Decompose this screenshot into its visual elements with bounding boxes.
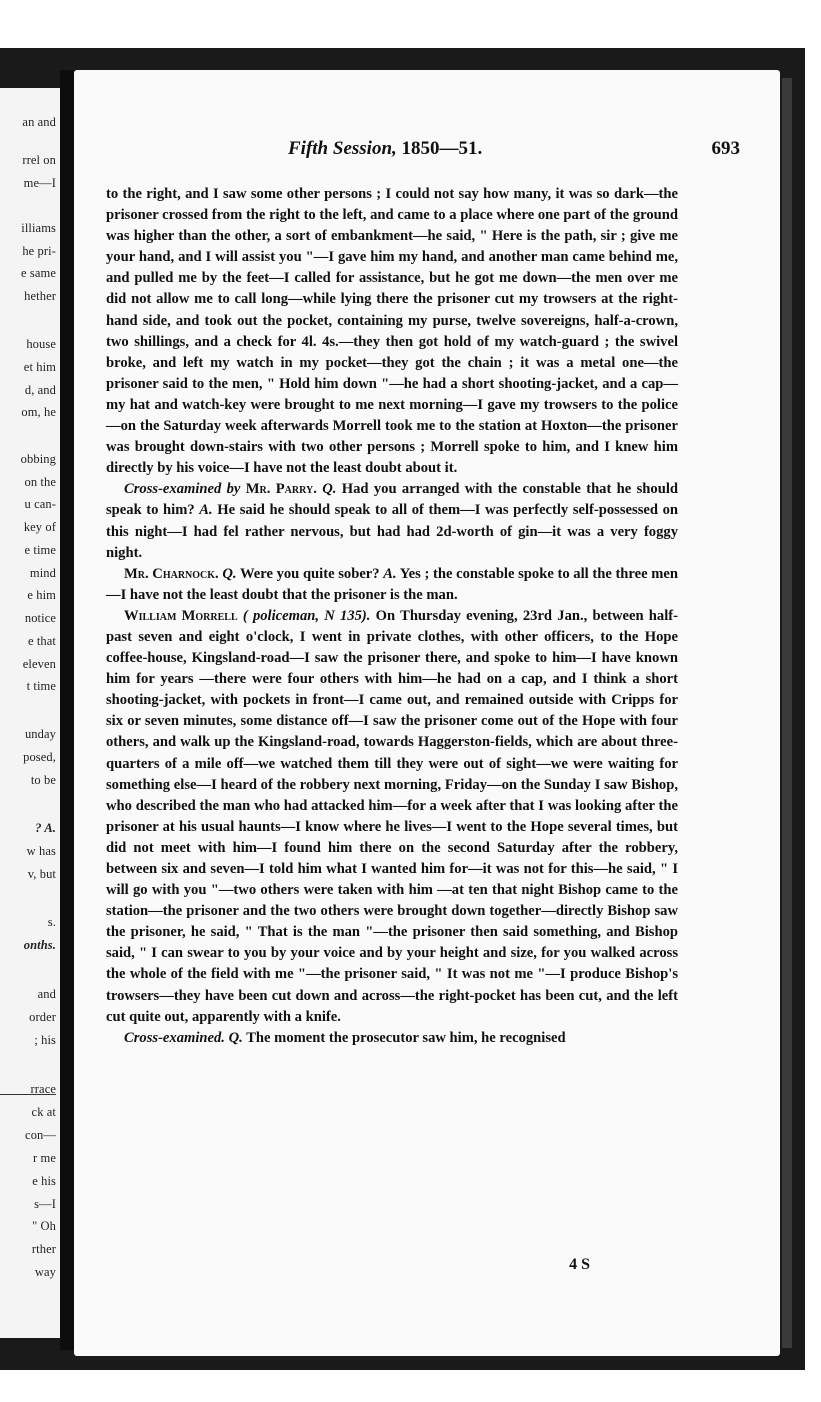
facing-page-text: om, he [21,405,56,419]
facing-page-text: rther [31,1242,56,1256]
page-edge [782,78,792,1348]
document-page [74,70,780,1356]
facing-page-text: e his [32,1174,56,1188]
facing-page-text: notice [24,611,56,625]
facing-page-text: e time [24,543,56,557]
facing-page-text: ck at [31,1105,56,1119]
facing-page-text: hether [24,289,56,303]
answer-text: Yes ; the constable spoke to all the three men—I have not the least doubt that the prisoner is the man. [106,565,678,603]
question-text: Had you arranged with the constable that he should speak to him? [106,481,678,519]
facing-page-text: r me [33,1151,56,1165]
facing-page-text: u can- [24,497,56,511]
facing-page-text: mind [29,566,56,580]
facing-page-text: s. [47,915,56,929]
answer-text: He said he should speak to all of them—I was perfectly self-possessed on this night—I had fel rather nervous, but had had 2d-worth of gin—it was a very foggy night. [106,502,678,561]
witness-role: ( policeman, N 135). [242,607,371,624]
facing-page-text: e him [27,588,56,602]
facing-page-text: on the [24,475,56,489]
question-text: Were you quite sober? [236,565,384,582]
facing-page-text: house [26,337,56,351]
session-title-years: 1850—51. [396,138,483,159]
paragraph-charnock [106,564,678,606]
facing-page-text: et him [23,360,56,374]
answer-marker: A. [383,565,397,582]
counsel-name: Mr. Charnock. [124,565,219,582]
facing-page-text: posed, [23,750,56,764]
page-number: 693 [711,138,740,159]
facing-page-text: con— [25,1128,56,1142]
answer-marker: A. [199,502,213,519]
book-gutter [60,70,74,1350]
witness-name: William Morrell [124,607,238,624]
facing-page-text: ? A. [35,821,56,835]
paragraph-cross-examination-parry [106,479,678,563]
signature-mark: 4 S [569,1256,590,1273]
cross-examined-label: Cross-examined by [124,481,241,498]
session-title [288,138,482,160]
facing-page-text: " Oh [32,1219,56,1233]
question-marker: Q. [322,481,337,498]
facing-page-text: e that [27,634,56,648]
facing-page-text: t time [26,679,56,693]
facing-page-text: e same [21,266,56,280]
counsel-name: Mr. Parry. [245,481,317,498]
facing-page-text: order [29,1010,56,1024]
facing-page-text: v, but [27,867,56,881]
question-text: The moment the prosecutor saw him, he recognised [242,1029,566,1046]
facing-page-text: w has [26,844,56,858]
session-title-italic: Fifth Session, [288,138,397,159]
facing-page-text: eleven [22,657,56,671]
question-marker: Q. [228,1029,243,1046]
cross-examined-label: Cross-examined. [124,1029,225,1046]
facing-page-text: s—I [34,1197,56,1211]
paragraph-morrell-testimony [106,606,678,1028]
facing-page-text: he pri- [22,244,56,258]
facing-page-text: illiams [21,221,56,235]
facing-page-text: rrel on [22,153,56,167]
facing-page-text: way [34,1265,56,1279]
question-marker: Q. [222,565,237,582]
facing-page-text: key of [23,520,56,534]
facing-page-text: unday [24,727,56,741]
facing-page-text: me—I [23,176,56,190]
paragraph-testimony-continued: to the right, and I saw some other persons ; I could not say how many, it was so dark—the prisoner crossed from the right to the left, and came to a place where one part of the ground was higher than the other, a sort of embankment—he said, " Here is the path, sir ; give me your hand, and I will assist you "—I gave him my hand, and another man came behind me, and pulled me by the feet—I called for assistance, but he got me down—the men over me did not allow me to call long—while lying there the prisoner cut my trowsers at the right-hand side, and took out the pocket, containing my purse, twelve sovereigns, half-a-crown, two shillings, and a check for 4l. 4s.—they then got hold of my watch-guard ; the swivel broke, and left my watch in my pocket—they got the chain ; it was a metal one—the prisoner said to the men, " Hold him down "—he had a short shooting-jacket, and a cap—my hat and watch-key were brought to me next morning—I gave my trowsers to the police—on the Saturday week afterwards Morrell took me to the station at Hoxton—the prisoner was brought down-stairs with two other persons ; Morrell spoke to him, and I knew him directly by his voice—I have not the least doubt about it. [106,186,678,477]
page-body [106,184,678,1049]
running-header [74,138,780,168]
facing-page-text: ; his [34,1033,56,1047]
paragraph-cross-examined [106,1028,678,1049]
facing-page-text: onths. [23,938,56,952]
witness-testimony: On Thursday evening, 23rd Jan., between half-past seven and eight o'clock, I went in private clothes, with other officers, to the Hope coffee-house, Kingsland-road—I saw the prisoner there, and spoke to him—I have known him for years —there were four others with him—he had on a cap, and I think a short shooting-jacket, with pockets in front—I came out, and remained outside with Cripps for six or seven minutes, some distance off—I saw the prisoner come out of the Hope with four others, and walk up the Kingsland-road, towards Haggerston-fields, which are about three-quarters of a mile off—we watched them till they were out of sight—we were waiting for something else—I heard of the robbery next morning, Friday—on the Sunday I saw Bishop, who described the man who had attacked him—for a week after that I was looking after the prisoner at his usual haunts—I know where he lives—I went to the Hope several times, but did not meet with him—I found him there on the second Saturday after the robbery, between six and seven—I told him what I wanted him for—it was not for this—he said, " I will go with you "—two others were taken with him —at ten that night Bishop came to the station—the prisoner and the two others were brought down together—directly Bishop saw the prisoner, he said, " That is the man "—the prisoner then said something, and Bishop said, " I can swear to you by your voice and by your height and size, for you walked across the whole of the field with me "—the prisoner said, " It was not me "—I produce Bishop's trowsers—they have been cut down and across—the right-pocket has been cut, and the left cut quite out, apparently with a knife. [106,607,678,1025]
facing-page-text: an and [22,115,56,129]
facing-page-text: and [37,987,56,1001]
facing-page-text: obbing [20,452,56,466]
facing-page-text: d, and [24,383,56,397]
facing-page-text: to be [30,773,56,787]
facing-page-text: rrace [30,1082,56,1096]
facing-page-fragment [0,88,60,1338]
